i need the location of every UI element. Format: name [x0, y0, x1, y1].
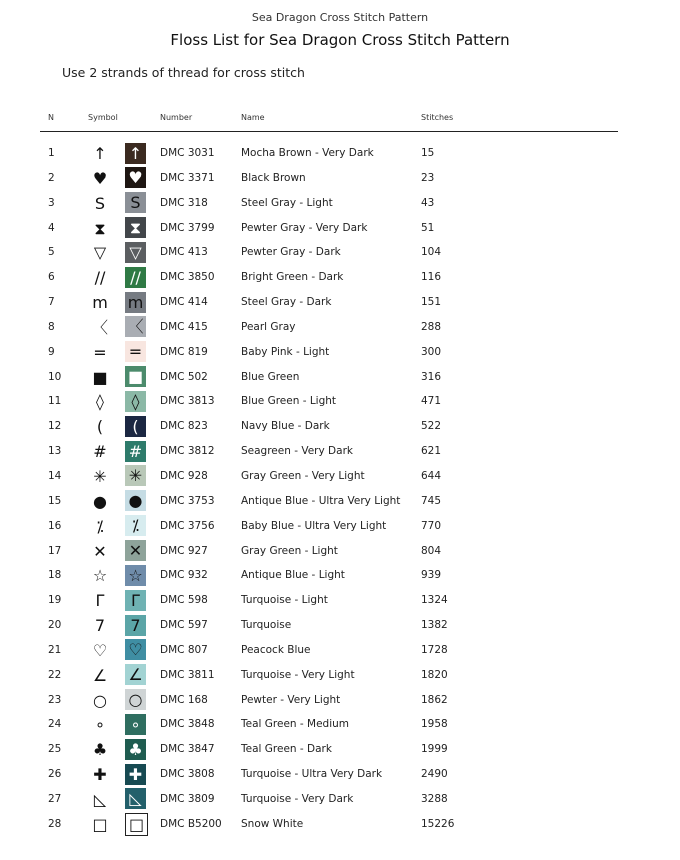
- table-row: [0, 588, 680, 613]
- row-index: 3: [48, 196, 55, 209]
- color-swatch: m: [125, 292, 146, 313]
- floss-name: Pewter - Very Light: [241, 693, 341, 706]
- stitch-count: 104: [421, 246, 442, 259]
- stitch-count: 1728: [421, 643, 448, 656]
- row-index: 24: [48, 718, 62, 731]
- floss-number: DMC 807: [160, 643, 208, 656]
- table-row: [0, 315, 680, 340]
- floss-number: DMC 318: [160, 196, 208, 209]
- floss-number: DMC 3809: [160, 792, 215, 805]
- row-index: 19: [48, 594, 62, 607]
- floss-name: Steel Gray - Dark: [241, 296, 332, 309]
- stitch-count: 151: [421, 296, 442, 309]
- floss-name: Pewter Gray - Dark: [241, 246, 341, 259]
- heart-icon: ♥: [92, 168, 108, 188]
- color-swatch: ∘: [125, 714, 146, 735]
- color-swatch: ☆: [125, 565, 146, 586]
- floss-name: Steel Gray - Light: [241, 196, 333, 209]
- instruction-text: Use 2 strands of thread for cross stitch: [62, 65, 305, 80]
- row-index: 25: [48, 743, 62, 756]
- column-header-number: Number: [160, 113, 193, 122]
- stitch-count: 471: [421, 395, 442, 408]
- table-row: [0, 812, 680, 837]
- color-swatch: ✳: [125, 465, 146, 486]
- color-swatch: ♡: [125, 639, 146, 660]
- stitch-count: 621: [421, 445, 442, 458]
- color-swatch: □: [125, 813, 148, 836]
- floss-name: Mocha Brown - Very Dark: [241, 147, 374, 159]
- filled-circle-icon: ●: [93, 491, 107, 511]
- cross-icon: ✚: [93, 765, 107, 785]
- table-row: [0, 638, 680, 663]
- hourglass-icon: ⧗: [94, 218, 106, 238]
- row-index: 20: [48, 619, 62, 632]
- floss-number: DMC 414: [160, 296, 208, 309]
- table-row: [0, 265, 680, 290]
- stitch-count: 1862: [421, 693, 448, 706]
- heart-outline-icon: ♡: [92, 640, 108, 660]
- floss-name: Turquoise - Light: [241, 594, 328, 607]
- floss-number: DMC 819: [160, 345, 208, 358]
- row-index: 6: [48, 271, 55, 284]
- row-index: 14: [48, 469, 62, 482]
- floss-number: DMC 598: [160, 594, 208, 607]
- stitch-count: 1820: [421, 668, 448, 681]
- color-swatch: 〈: [125, 316, 146, 337]
- floss-name: Turquoise - Ultra Very Dark: [241, 768, 383, 781]
- floss-number: DMC 3813: [160, 395, 215, 408]
- color-swatch: (: [125, 416, 146, 437]
- table-row: [0, 737, 680, 762]
- angle-icon: ∠: [92, 665, 108, 685]
- floss-number: DMC 3850: [160, 271, 215, 284]
- floss-name: Pearl Gray: [241, 320, 296, 333]
- color-swatch: //: [125, 267, 146, 288]
- table-row: [0, 712, 680, 737]
- document-header: Sea Dragon Cross Stitch Pattern: [251, 11, 429, 24]
- color-swatch: Γ: [125, 590, 146, 611]
- row-index: 7: [48, 296, 55, 309]
- floss-name: Teal Green - Dark: [241, 743, 332, 756]
- table-row: [0, 290, 680, 315]
- color-swatch: ♥: [125, 167, 146, 188]
- small-circle-icon: ∘: [94, 715, 105, 735]
- row-index: 16: [48, 519, 62, 532]
- diamond-outline-icon: ◊: [96, 392, 104, 412]
- stitch-count: 23: [421, 171, 435, 184]
- stitch-count: 1382: [421, 619, 448, 632]
- row-index: 9: [48, 345, 55, 358]
- stitch-count: 522: [421, 420, 442, 433]
- table-row: [0, 166, 680, 191]
- color-swatch: S: [125, 192, 146, 213]
- table-row: [0, 787, 680, 812]
- floss-number: DMC 502: [160, 370, 208, 383]
- row-index: 1: [48, 147, 55, 159]
- floss-number: DMC 928: [160, 469, 208, 482]
- color-swatch: ◺: [125, 788, 146, 809]
- up-arrow-icon: ↑: [93, 144, 107, 163]
- row-index: 23: [48, 693, 62, 706]
- circle-outline-icon: ○: [93, 690, 107, 710]
- floss-name: Navy Blue - Dark: [241, 420, 330, 433]
- color-swatch: ■: [125, 366, 146, 387]
- letter-s-icon: S: [94, 193, 106, 213]
- table-row: [0, 414, 680, 439]
- color-swatch: ✚: [125, 764, 146, 785]
- stitch-count: 2490: [421, 768, 448, 781]
- floss-name: Pewter Gray - Very Dark: [241, 221, 368, 234]
- row-index: 11: [48, 395, 62, 408]
- stitch-count: 1999: [421, 743, 448, 756]
- row-index: 10: [48, 370, 62, 383]
- table-row: [0, 464, 680, 489]
- floss-number: DMC 3031: [160, 147, 215, 159]
- stitch-count: 939: [421, 569, 442, 582]
- star-outline-icon: ☆: [92, 566, 108, 586]
- stitch-count: 644: [421, 469, 442, 482]
- crescent-icon: (: [96, 417, 104, 437]
- floss-number: DMC 3812: [160, 445, 215, 458]
- row-index: 5: [48, 246, 55, 259]
- filled-square-icon: ■: [92, 367, 108, 387]
- floss-number: DMC 415: [160, 320, 208, 333]
- floss-name: Bright Green - Dark: [241, 271, 344, 284]
- row-index: 17: [48, 544, 62, 557]
- down-triangle-icon: ▽: [93, 243, 107, 263]
- table-row: [0, 539, 680, 564]
- table-row: [0, 141, 680, 166]
- floss-name: Turquoise - Very Dark: [241, 792, 354, 805]
- double-slash-icon: //: [94, 268, 106, 288]
- table-row: [0, 439, 680, 464]
- floss-name: Gray Green - Light: [241, 544, 338, 557]
- table-row: [0, 365, 680, 390]
- table-row: [0, 563, 680, 588]
- table-row: [0, 514, 680, 539]
- square-outline-icon: □: [92, 814, 108, 834]
- floss-name: Teal Green - Medium: [241, 718, 350, 731]
- stitch-count: 288: [421, 320, 442, 333]
- table-row: [0, 613, 680, 638]
- row-index: 28: [48, 817, 62, 830]
- floss-name: Turquoise: [241, 619, 292, 632]
- table-row: [0, 762, 680, 787]
- row-index: 27: [48, 792, 62, 805]
- color-swatch: ◊: [125, 391, 146, 412]
- stitch-count: 51: [421, 221, 435, 234]
- column-header-n: N: [48, 113, 54, 122]
- percent-icon: ⁒: [96, 516, 104, 536]
- equals-icon: =: [93, 342, 107, 362]
- color-swatch: ↑: [125, 143, 146, 164]
- stitch-count: 770: [421, 519, 442, 532]
- row-index: 12: [48, 420, 62, 433]
- club-icon: ♣: [92, 740, 108, 760]
- stitch-count: 300: [421, 345, 442, 358]
- floss-number: DMC 597: [160, 619, 208, 632]
- floss-number: DMC 3847: [160, 743, 215, 756]
- page-title: Floss List for Sea Dragon Cross Stitch Pattern: [170, 31, 510, 49]
- stitch-count: 15226: [421, 817, 455, 830]
- floss-number: DMC 823: [160, 420, 208, 433]
- right-triangle-icon: ◺: [93, 789, 107, 809]
- table-row: [0, 389, 680, 414]
- stitch-count: 1958: [421, 718, 448, 731]
- color-swatch: ✕: [125, 540, 146, 561]
- letter-m-icon: m: [92, 293, 108, 313]
- column-header-name: Name: [241, 113, 265, 122]
- floss-table-body: [0, 141, 680, 837]
- table-row: [0, 663, 680, 688]
- hash-icon: #: [93, 442, 107, 462]
- row-index: 8: [48, 320, 55, 333]
- stitch-count: 804: [421, 544, 442, 557]
- row-index: 26: [48, 768, 62, 781]
- seven-icon: 7: [94, 616, 106, 636]
- stitch-count: 15: [421, 147, 435, 159]
- floss-name: Seagreen - Very Dark: [241, 445, 353, 458]
- table-row: [0, 688, 680, 713]
- table-header: [0, 113, 680, 127]
- x-icon: ✕: [93, 541, 107, 561]
- stitch-count: 316: [421, 370, 442, 383]
- floss-number: DMC B5200: [160, 817, 222, 830]
- color-swatch: 7: [125, 615, 146, 636]
- table-row: [0, 489, 680, 514]
- floss-name: Gray Green - Very Light: [241, 469, 365, 482]
- floss-number: DMC 3808: [160, 768, 215, 781]
- floss-name: Black Brown: [241, 171, 306, 184]
- color-swatch: ⧗: [125, 217, 146, 238]
- floss-number: DMC 3753: [160, 494, 215, 507]
- row-index: 4: [48, 221, 55, 234]
- row-index: 2: [48, 171, 55, 184]
- column-header-stitches: Stitches: [421, 113, 454, 122]
- row-index: 21: [48, 643, 62, 656]
- asterisk-icon: ✳: [93, 466, 107, 486]
- row-index: 15: [48, 494, 62, 507]
- floss-name: Antique Blue - Light: [241, 569, 345, 582]
- color-swatch: =: [125, 341, 146, 362]
- color-swatch: ●: [125, 490, 146, 511]
- table-row: [0, 216, 680, 241]
- color-swatch: ∠: [125, 664, 146, 685]
- floss-name: Turquoise - Very Light: [241, 668, 355, 681]
- floss-name: Antique Blue - Ultra Very Light: [241, 494, 401, 507]
- floss-number: DMC 3811: [160, 668, 215, 681]
- stitch-count: 43: [421, 196, 435, 209]
- floss-name: Peacock Blue: [241, 643, 311, 656]
- row-index: 13: [48, 445, 62, 458]
- floss-name: Baby Blue - Ultra Very Light: [241, 519, 387, 532]
- floss-name: Blue Green: [241, 370, 300, 383]
- stitch-count: 3288: [421, 792, 448, 805]
- row-index: 18: [48, 569, 62, 582]
- color-swatch: ○: [125, 689, 146, 710]
- corner-icon: Γ: [95, 591, 105, 611]
- color-swatch: ⁒: [125, 515, 146, 536]
- floss-number: DMC 168: [160, 693, 208, 706]
- left-angle-icon: 〈: [91, 317, 108, 337]
- floss-name: Snow White: [241, 817, 304, 830]
- table-row: [0, 240, 680, 265]
- stitch-count: 116: [421, 271, 442, 284]
- table-row: [0, 191, 680, 216]
- stitch-count: 745: [421, 494, 442, 507]
- color-swatch: ▽: [125, 242, 146, 263]
- floss-name: Baby Pink - Light: [241, 345, 330, 358]
- floss-number: DMC 413: [160, 246, 208, 259]
- column-header-symbol: Symbol: [88, 113, 118, 122]
- color-swatch: ♣: [125, 739, 146, 760]
- floss-number: DMC 3848: [160, 718, 215, 731]
- stitch-count: 1324: [421, 594, 448, 607]
- floss-number: DMC 3799: [160, 221, 215, 234]
- color-swatch: #: [125, 441, 146, 462]
- floss-name: Blue Green - Light: [241, 395, 337, 408]
- floss-number: DMC 927: [160, 544, 208, 557]
- floss-number: DMC 932: [160, 569, 208, 582]
- header-divider: [40, 131, 618, 132]
- floss-number: DMC 3756: [160, 519, 215, 532]
- table-row: [0, 340, 680, 365]
- floss-number: DMC 3371: [160, 171, 215, 184]
- row-index: 22: [48, 668, 62, 681]
